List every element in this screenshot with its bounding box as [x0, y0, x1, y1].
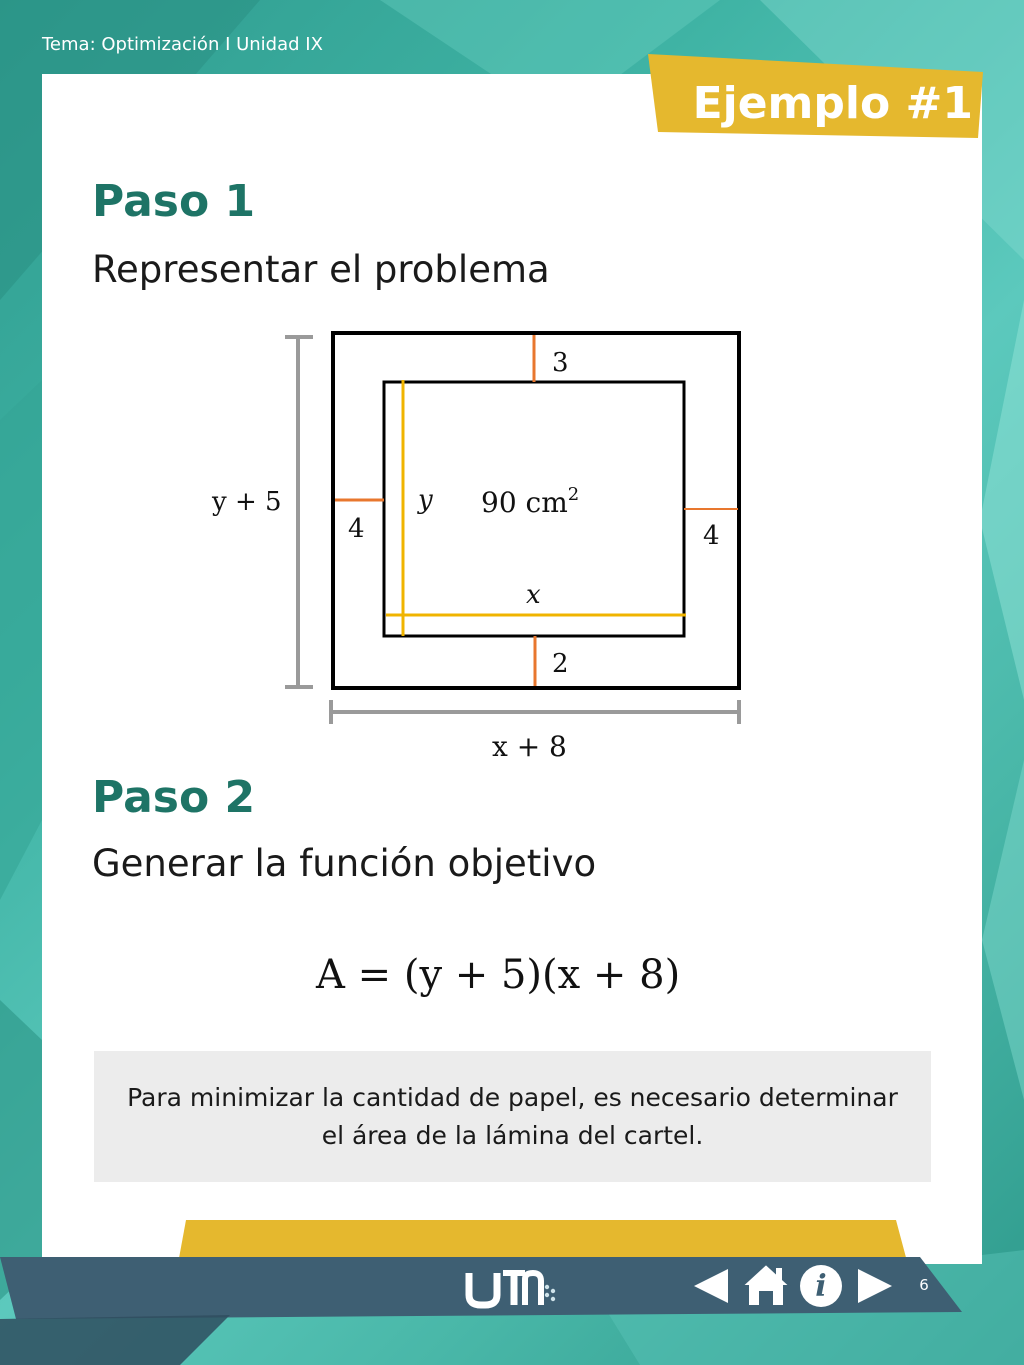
next-icon[interactable] — [856, 1267, 894, 1305]
poster-diagram — [200, 320, 780, 780]
example-badge: Ejemplo #1 — [692, 78, 973, 129]
outer-height-label: y + 5 — [212, 487, 282, 517]
objective-function: A = (y + 5)(x + 8) — [316, 952, 681, 998]
outer-width-label: x + 8 — [492, 730, 567, 763]
home-icon[interactable] — [740, 1262, 792, 1308]
step1-subtitle: Representar el problema — [92, 248, 550, 291]
info-note-text: Para minimizar la cantidad de papel, es necesario determinar el área de la lámina del cartel. — [127, 1082, 898, 1150]
bottom-margin-label: 2 — [552, 649, 569, 679]
step2-subtitle: Generar la función objetivo — [92, 842, 597, 885]
info-note — [94, 1051, 931, 1182]
step1-title: Paso 1 — [92, 176, 256, 227]
inner-area-label: 90 $cm^2$ — [481, 484, 580, 519]
right-margin-label: 4 — [703, 521, 720, 551]
inner-height-label: y — [418, 485, 433, 515]
page-number: 6 — [919, 1276, 929, 1294]
topic-label: Tema: Optimización I Unidad IX — [42, 34, 323, 55]
inner-width-label: x — [526, 580, 541, 610]
info-icon[interactable] — [798, 1263, 844, 1309]
top-margin-label: 3 — [552, 348, 569, 378]
prev-icon[interactable] — [692, 1267, 730, 1305]
step2-title: Paso 2 — [92, 772, 256, 823]
utn-logo — [465, 1265, 561, 1309]
left-margin-label: 4 — [348, 514, 365, 544]
svg-text:i: i — [815, 1269, 827, 1304]
